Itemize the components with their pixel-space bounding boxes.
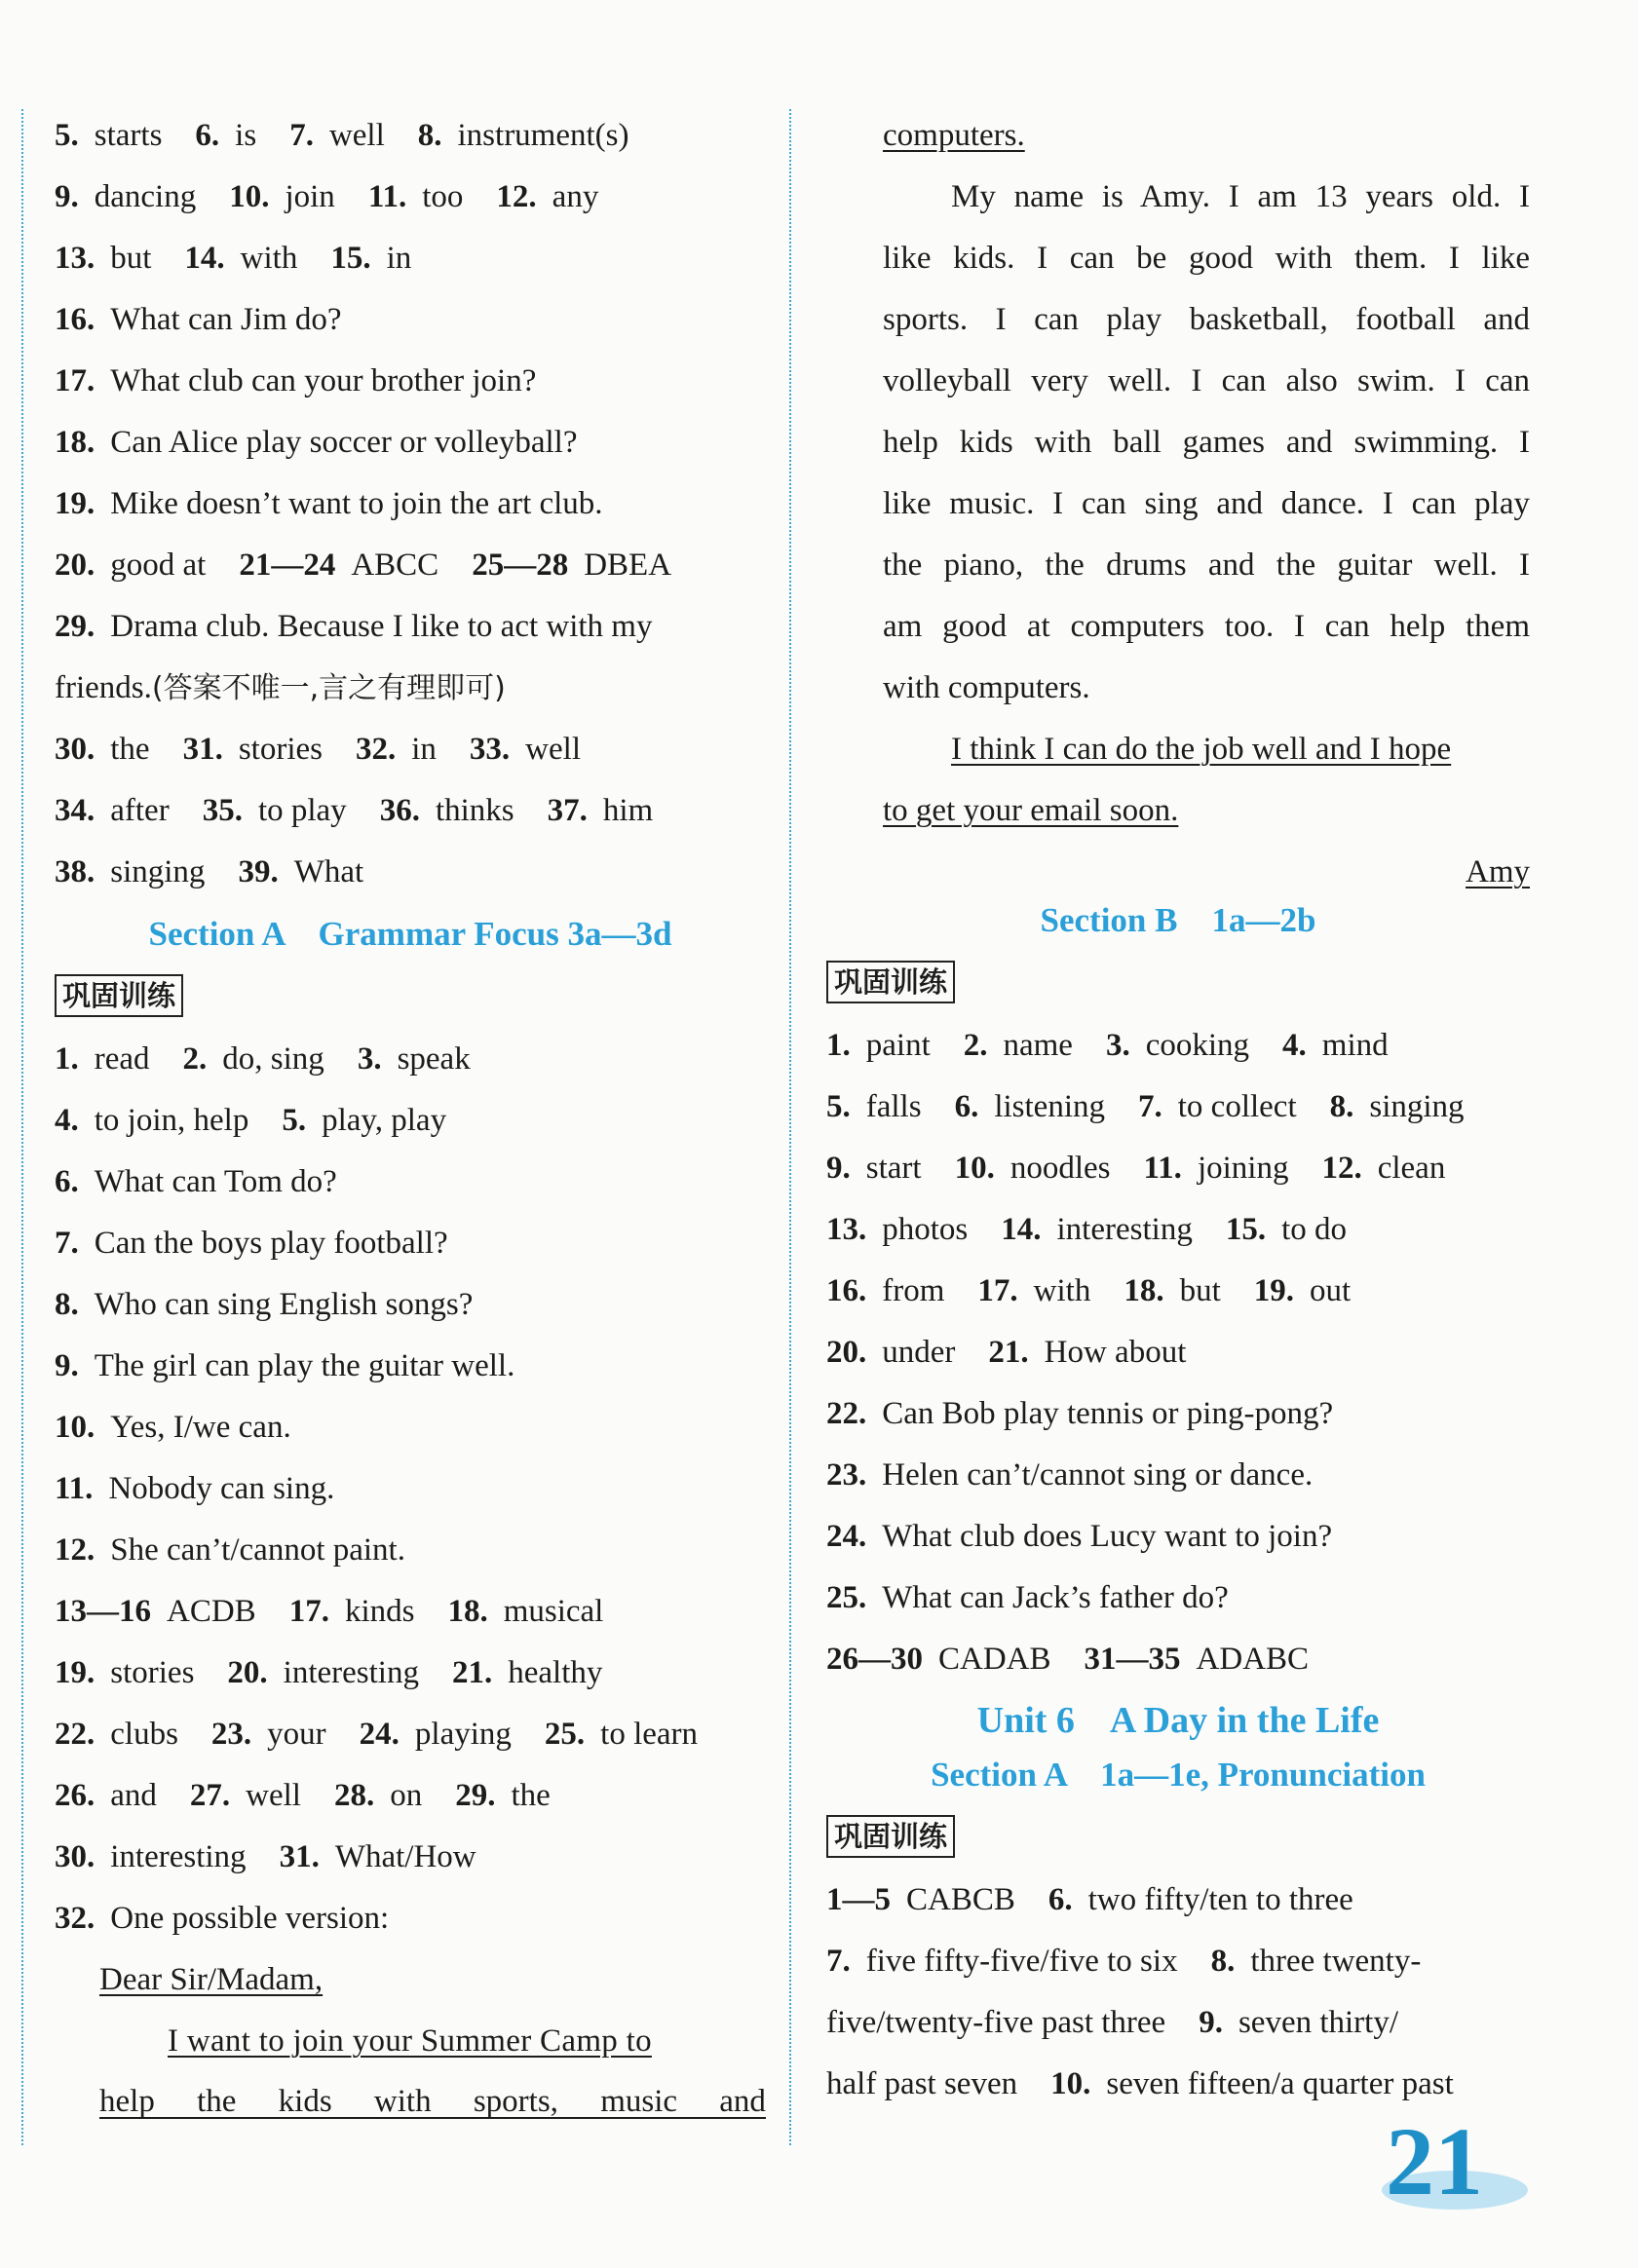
answer-number: 13—16 (55, 1594, 151, 1629)
answer-line (55, 1090, 766, 1152)
letter-word: sports, (473, 2084, 558, 2119)
answer-number: 34. (55, 793, 95, 828)
answer-number: 25—28 (472, 548, 569, 583)
answer-line (55, 842, 766, 903)
answer-line (55, 658, 766, 719)
answer-number: 19. (55, 486, 95, 521)
answer-text: out (1310, 1273, 1352, 1308)
answer-text: Can the boys play football? (94, 1226, 448, 1261)
answer-number: 5. (282, 1103, 307, 1138)
paragraph-line: am good at computers too. I can help them (883, 609, 1530, 644)
answer-line (55, 1704, 766, 1765)
answer-line (55, 473, 766, 535)
answer-number: 30. (55, 1839, 95, 1874)
answer-number: 36. (379, 793, 420, 828)
answer-text: in (411, 732, 437, 767)
answer-text: What club can your brother join? (110, 363, 537, 398)
answer-cont: friends. (55, 670, 152, 705)
answer-text: The girl can play the guitar well. (94, 1348, 515, 1383)
letter-signature: Amy (1466, 854, 1530, 889)
letter-cont: computers. (883, 118, 1025, 153)
answer-text: DBEA (584, 548, 672, 583)
answer-text: musical (503, 1594, 604, 1629)
answer-text: One possible version: (110, 1901, 390, 1936)
right-answers-group-1 (826, 1015, 1530, 1690)
letter-word: kids (278, 2084, 332, 2119)
answer-number: 22. (55, 1717, 95, 1752)
answer-line (826, 1015, 1530, 1077)
answer-text: speak (397, 1041, 471, 1077)
answer-number: 18. (1124, 1273, 1164, 1308)
practice-label: 巩固训练 (55, 974, 183, 1017)
answer-text: your (267, 1717, 326, 1752)
left-answers-group-3 (55, 1029, 766, 1949)
answer-number: 31—35 (1084, 1642, 1181, 1677)
answer-number: 11. (55, 1471, 94, 1506)
answer-line (55, 228, 766, 289)
answer-number: 8. (1210, 1944, 1236, 1979)
answer-number: 6. (954, 1089, 979, 1124)
paragraph-line: with computers. (883, 670, 1090, 705)
answer-text: What can Jim do? (110, 302, 342, 337)
answer-text: Yes, I/we can. (110, 1410, 291, 1445)
answer-text: joining (1197, 1151, 1289, 1186)
answer-number: 11. (367, 179, 407, 214)
answer-text: Mike doesn’t want to join the art club. (110, 486, 603, 521)
answer-number: 23. (826, 1457, 867, 1493)
answer-text: Can Alice play soccer or volleyball? (110, 425, 578, 460)
answer-line (55, 1274, 766, 1336)
answer-text: name (1003, 1028, 1073, 1063)
answer-text: three twenty- (1250, 1944, 1422, 1979)
answer-text: too (422, 179, 464, 214)
answer-text: interesting (283, 1655, 419, 1690)
answer-number: 17. (977, 1273, 1018, 1308)
answer-line (826, 1199, 1530, 1261)
answer-number: 18. (55, 425, 95, 460)
answer-line (826, 2054, 1530, 2115)
left-answers-group-2 (55, 719, 766, 903)
answer-text: What (293, 854, 364, 889)
answer-text: on (390, 1778, 423, 1813)
answer-line (55, 596, 766, 658)
paragraph-line: My name is Amy. I am 13 years old. I (951, 179, 1530, 214)
answer-number: 2. (182, 1041, 208, 1077)
answer-text: interesting (1056, 1212, 1193, 1247)
answer-text: but (110, 241, 152, 276)
answer-text: read (94, 1041, 150, 1077)
answer-text: with (1033, 1273, 1091, 1308)
answer-text: him (602, 793, 654, 828)
letter-closing: to get your email soon. (883, 793, 1179, 828)
answer-line (826, 1077, 1530, 1138)
answer-text: instrument(s) (457, 118, 629, 153)
answer-note-cn: (答案不唯一,言之有理即可) (151, 671, 506, 705)
answer-line (55, 1765, 766, 1827)
answer-text: but (1179, 1273, 1221, 1308)
answer-number: 7. (55, 1226, 79, 1261)
answer-line (55, 1581, 766, 1643)
answer-number: 6. (55, 1164, 79, 1199)
answer-number: 13. (55, 241, 95, 276)
answer-number: 29. (455, 1778, 496, 1813)
answer-text: and (110, 1778, 157, 1813)
answer-number: 14. (184, 241, 225, 276)
answer-line (55, 412, 766, 473)
answer-text: ABCC (351, 548, 439, 583)
center-divider (789, 109, 791, 2145)
answer-number: 25. (544, 1717, 586, 1752)
paragraph-line: volleyball very well. I can also swim. I can (883, 363, 1530, 398)
answer-number: 9. (1199, 2005, 1223, 2040)
left-divider (21, 109, 23, 2145)
answer-number: 1. (55, 1041, 79, 1077)
answer-number: 26. (55, 1778, 95, 1813)
answer-line (55, 1397, 766, 1458)
answer-text: the (511, 1778, 551, 1813)
page-number-text: 21 (1386, 2107, 1483, 2215)
answer-line (826, 1383, 1530, 1445)
answer-text: paint (865, 1028, 931, 1063)
answer-text: under (882, 1335, 956, 1370)
letter-word: help (99, 2084, 155, 2119)
answer-line (55, 1520, 766, 1581)
answer-number: 30. (55, 732, 95, 767)
answer-text: Drama club. Because I like to act with my (110, 609, 653, 644)
answer-number: 4. (1282, 1028, 1307, 1063)
answer-number: 16. (55, 302, 95, 337)
answer-text: seven fifteen/a quarter past (1106, 2066, 1454, 2101)
answer-number: 4. (55, 1103, 79, 1138)
answer-number: 1—5 (826, 1882, 891, 1917)
answer-text: She can’t/cannot paint. (110, 1532, 405, 1568)
letter-line: I want to join your Summer Camp to (168, 2023, 652, 2059)
answer-line (55, 1152, 766, 1213)
answer-number: 37. (547, 793, 588, 828)
answer-number: 10. (229, 179, 270, 214)
letter-line-justified (55, 2072, 766, 2134)
answer-text: What can Tom do? (94, 1164, 337, 1199)
answer-text: singing (1369, 1089, 1465, 1124)
answer-number: 10. (1050, 2066, 1091, 2101)
answer-text: five/twenty-five past three (826, 2005, 1166, 2040)
answer-line (55, 1213, 766, 1274)
answer-text: the (110, 732, 150, 767)
answer-text: What/How (334, 1839, 476, 1874)
paragraph-line: like kids. I can be good with them. I like (883, 241, 1530, 276)
answer-number: 19. (1253, 1273, 1294, 1308)
answer-number: 32. (356, 732, 397, 767)
answer-number: 21—24 (239, 548, 336, 583)
answer-number: 6. (195, 118, 220, 153)
answer-number: 20. (227, 1655, 268, 1690)
answer-text: to collect (1177, 1089, 1297, 1124)
answer-number: 8. (55, 1287, 79, 1322)
answer-text: thinks (435, 793, 514, 828)
letter-word: with (373, 2084, 432, 2119)
answer-text: well (328, 118, 385, 153)
answer-number: 7. (1138, 1089, 1162, 1124)
answer-number: 31. (279, 1839, 320, 1874)
answer-number: 9. (826, 1151, 851, 1186)
practice-label: 巩固训练 (826, 1815, 955, 1858)
answer-text: falls (865, 1089, 922, 1124)
letter-closing: I think I can do the job well and I hope (951, 732, 1452, 767)
answer-number: 10. (954, 1151, 995, 1186)
page-number (1364, 2107, 1540, 2219)
left-column (55, 105, 766, 2134)
answer-number: 39. (238, 854, 279, 889)
answer-line (55, 535, 766, 596)
letter-word: the (197, 2084, 237, 2119)
answer-text: any (552, 179, 599, 214)
answer-number: 35. (202, 793, 243, 828)
answer-text: to learn (600, 1717, 699, 1752)
answer-number: 3. (357, 1041, 382, 1077)
answer-text: half past seven (826, 2066, 1018, 2101)
answer-number: 23. (210, 1717, 252, 1752)
answer-number: 5. (826, 1089, 851, 1124)
practice-label: 巩固训练 (826, 961, 955, 1003)
answer-line (55, 1643, 766, 1704)
answer-number: 31. (182, 732, 223, 767)
answer-line (55, 780, 766, 842)
answer-text: is (235, 118, 257, 153)
answer-text: stories (110, 1655, 195, 1690)
answer-number: 5. (55, 118, 79, 153)
answer-line (826, 1506, 1530, 1568)
answer-text: clubs (110, 1717, 178, 1752)
answer-text: well (525, 732, 581, 767)
answer-line (55, 289, 766, 351)
answer-number: 24. (359, 1717, 400, 1752)
answer-number: 17. (55, 363, 95, 398)
answer-text: cooking (1145, 1028, 1250, 1063)
answer-number: 7. (826, 1944, 851, 1979)
answer-text: Helen can’t/cannot sing or dance. (882, 1457, 1314, 1493)
answer-number: 12. (496, 179, 537, 214)
answer-text: What club does Lucy want to join? (882, 1519, 1333, 1554)
answer-text: CADAB (938, 1642, 1051, 1677)
paragraph-line: the piano, the drums and the guitar well. I (883, 548, 1530, 583)
answer-line (826, 1992, 1530, 2054)
answer-line (826, 1870, 1530, 1931)
answer-number: 33. (469, 732, 511, 767)
answer-text: ACDB (167, 1594, 256, 1629)
answer-number: 13. (826, 1212, 867, 1247)
answer-number: 11. (1143, 1151, 1182, 1186)
letter-word: music (600, 2084, 678, 2119)
answer-text: join (285, 179, 335, 214)
answer-number: 26—30 (826, 1642, 923, 1677)
answer-number: 21. (451, 1655, 493, 1690)
answer-number: 16. (826, 1273, 867, 1308)
answer-text: singing (110, 854, 206, 889)
answer-text: seven thirty/ (1238, 2005, 1399, 2040)
answer-line (55, 351, 766, 412)
answer-number: 9. (55, 1348, 79, 1383)
answer-line (55, 1458, 766, 1520)
paragraph-line: like music. I can sing and dance. I can play (883, 486, 1530, 521)
answer-text: interesting (110, 1839, 247, 1874)
right-answers-group-2 (826, 1870, 1530, 2115)
answer-line (826, 1261, 1530, 1322)
answer-text: Who can sing English songs? (94, 1287, 474, 1322)
answer-number: 7. (289, 118, 314, 153)
answer-text: healthy (508, 1655, 603, 1690)
answer-text: mind (1321, 1028, 1389, 1063)
answer-number: 28. (333, 1778, 375, 1813)
paragraph-line: sports. I can play basketball, football and (883, 302, 1530, 337)
answer-number: 17. (288, 1594, 329, 1629)
answer-line (826, 1138, 1530, 1199)
answer-number: 24. (826, 1519, 867, 1554)
answer-text: stories (238, 732, 323, 767)
answer-text: start (865, 1151, 922, 1186)
answer-number: 8. (417, 118, 442, 153)
answer-number: 12. (1321, 1151, 1362, 1186)
answer-text: photos (882, 1212, 969, 1247)
answer-number: 18. (447, 1594, 488, 1629)
right-column (826, 105, 1530, 2115)
letter-word: and (719, 2084, 766, 2119)
answer-number: 20. (826, 1335, 867, 1370)
answer-text: to play (257, 793, 347, 828)
answer-line (55, 1888, 766, 1949)
answer-text: do, sing (222, 1041, 324, 1077)
answer-text: from (882, 1273, 945, 1308)
answer-text: after (110, 793, 170, 828)
answer-number: 15. (1225, 1212, 1267, 1247)
left-answers-group-1 (55, 105, 766, 658)
answer-number: 20. (55, 548, 95, 583)
answer-text: good at (110, 548, 207, 583)
answer-number: 9. (55, 179, 79, 214)
answer-text: dancing (94, 179, 197, 214)
section-heading: Section B 1a—2b (1040, 901, 1316, 939)
answer-line (55, 1029, 766, 1090)
answer-number: 6. (1048, 1882, 1073, 1917)
letter-paragraph (826, 167, 1530, 719)
answer-line (55, 1336, 766, 1397)
answer-number: 22. (826, 1396, 867, 1431)
answer-text: ADABC (1196, 1642, 1310, 1677)
answer-line (826, 1931, 1530, 1992)
letter-greeting: Dear Sir/Madam, (99, 1962, 324, 1997)
answer-number: 19. (55, 1655, 95, 1690)
answer-line (826, 1445, 1530, 1506)
answer-text: five fifty-five/five to six (865, 1944, 1178, 1979)
answer-number: 12. (55, 1532, 95, 1568)
answer-text: noodles (1009, 1151, 1111, 1186)
answer-line (826, 1568, 1530, 1629)
answer-text: listening (994, 1089, 1105, 1124)
answer-line (55, 105, 766, 167)
answer-text: What can Jack’s father do? (882, 1580, 1229, 1615)
answer-text: in (386, 241, 412, 276)
answer-text: kinds (344, 1594, 415, 1629)
answer-text: to do (1281, 1212, 1347, 1247)
section-heading: Section A Grammar Focus 3a—3d (148, 915, 672, 953)
answer-number: 15. (330, 241, 371, 276)
answer-number: 14. (1001, 1212, 1042, 1247)
answer-text: clean (1377, 1151, 1446, 1186)
answer-number: 21. (988, 1335, 1029, 1370)
answer-number: 1. (826, 1028, 851, 1063)
answer-number: 29. (55, 609, 95, 644)
answer-text: two fifty/ten to three (1087, 1882, 1353, 1917)
section-heading: Section A 1a—1e, Pronunciation (931, 1756, 1426, 1794)
unit-heading: Unit 6 A Day in the Life (976, 1700, 1380, 1741)
answer-line (826, 1322, 1530, 1383)
answer-line (55, 719, 766, 780)
answer-number: 27. (189, 1778, 231, 1813)
answer-number: 32. (55, 1901, 95, 1936)
answer-line (826, 1629, 1530, 1690)
answer-text: CABCB (906, 1882, 1015, 1917)
answer-number: 25. (826, 1580, 867, 1615)
answer-text: to join, help (94, 1103, 249, 1138)
answer-text: play, play (322, 1103, 447, 1138)
answer-number: 10. (55, 1410, 95, 1445)
answer-line (55, 1827, 766, 1888)
answer-text: Can Bob play tennis or ping-pong? (882, 1396, 1334, 1431)
answer-text: with (240, 241, 298, 276)
answer-number: 3. (1105, 1028, 1130, 1063)
answer-number: 38. (55, 854, 95, 889)
answer-text: playing (414, 1717, 512, 1752)
answer-text: How about (1044, 1335, 1187, 1370)
answer-text: Nobody can sing. (108, 1471, 335, 1506)
answer-line (55, 167, 766, 228)
answer-number: 8. (1329, 1089, 1354, 1124)
answer-text: starts (94, 118, 163, 153)
paragraph-line: help kids with ball games and swimming. I (883, 425, 1530, 460)
answer-number: 2. (963, 1028, 988, 1063)
answer-text: well (246, 1778, 301, 1813)
